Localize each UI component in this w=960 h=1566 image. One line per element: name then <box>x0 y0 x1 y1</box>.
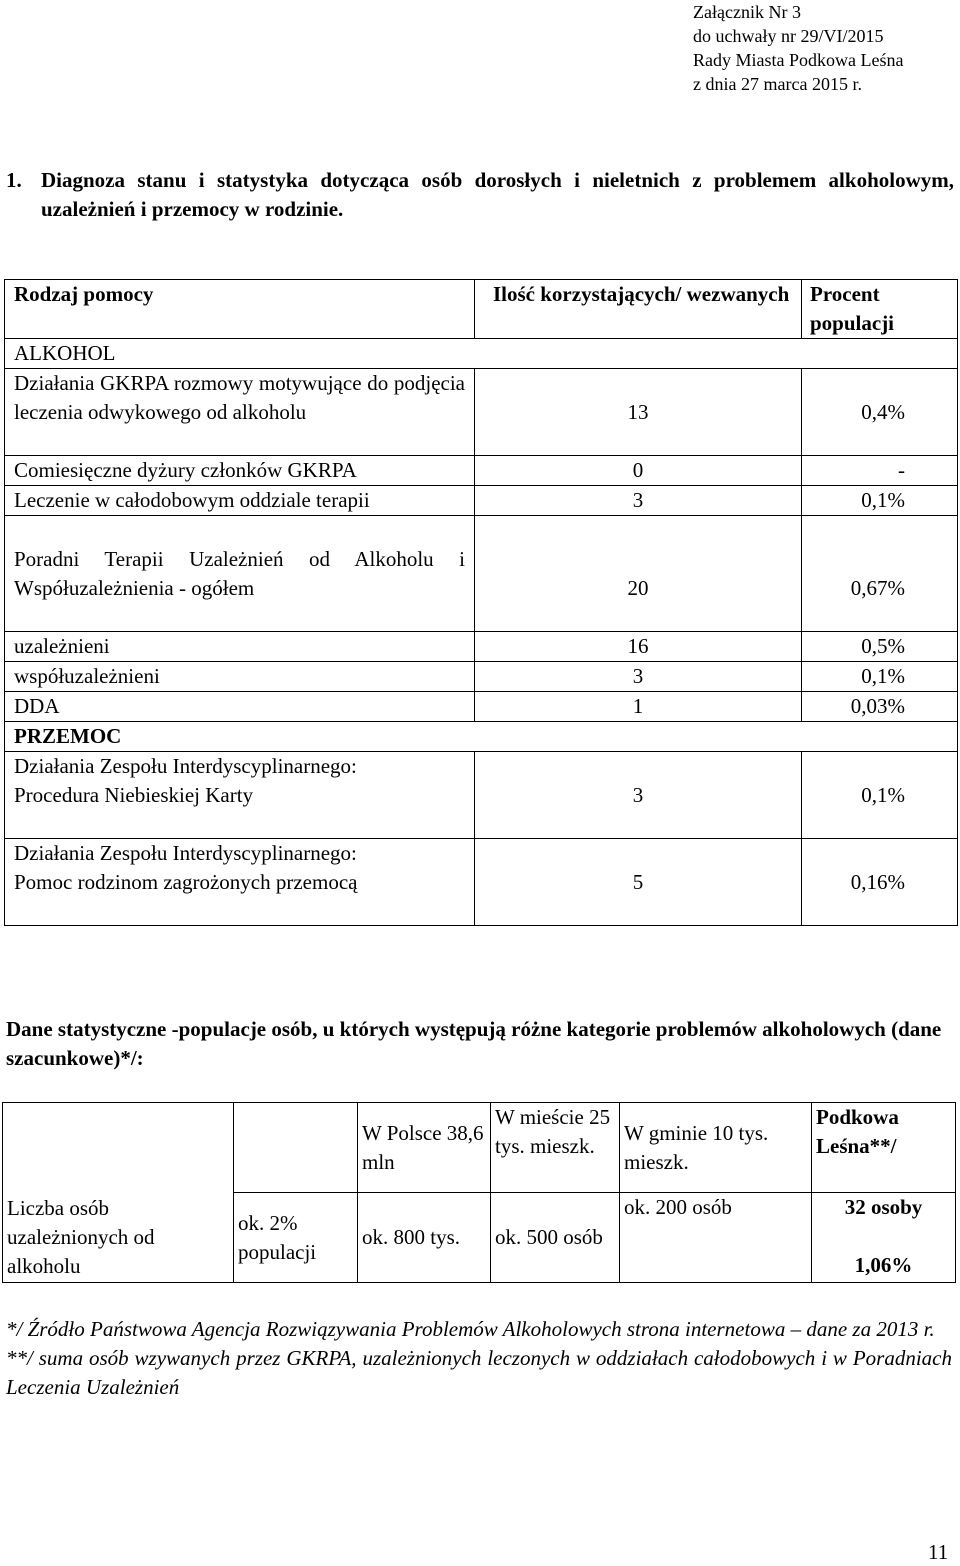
help-statistics-table <box>4 279 958 926</box>
row-percent: 0,03% <box>802 692 958 722</box>
table-row <box>5 839 958 926</box>
table-row <box>5 339 958 369</box>
row-label: Liczba osób uzależnionych od alkoholu <box>3 1193 234 1283</box>
table-row <box>5 662 958 692</box>
row-label <box>5 752 475 839</box>
section-label-alcohol: ALKOHOL <box>5 339 475 369</box>
row-count: 3 <box>475 486 802 516</box>
row-count: 5 <box>475 839 802 926</box>
row-percent: 0,1% <box>802 486 958 516</box>
header-podkowa: Podkowa Leśna**/ <box>812 1103 956 1193</box>
table-row <box>5 369 958 456</box>
footnote-sum: **/ suma osób wzywanych przez GKRPA, uzależnionych leczonych w oddziałach całodobowych i w Poradniach Leczenia Uzależnień <box>6 1346 952 1399</box>
row-label: Działania GKRPA rozmowy motywujące do podjęcia leczenia odwykowego od alkoholu <box>5 369 475 456</box>
value-city: ok. 500 osób <box>491 1193 620 1283</box>
row-label: Poradni Terapii Uzależnień od Alkoholu i Współuzależnienia - ogółem <box>5 516 475 632</box>
row-percent: 0,1% <box>802 752 958 839</box>
row-count: 3 <box>475 752 802 839</box>
header-line: Rady Miasta Podkowa Leśna <box>693 50 904 70</box>
population-estimates-table <box>2 1102 956 1283</box>
row-percent: 0,67% <box>802 516 958 632</box>
table-row <box>5 632 958 662</box>
header-percent: Procent populacji <box>802 280 958 339</box>
row-label: Leczenie w całodobowym oddziale terapii <box>5 486 475 516</box>
footnote-source: */ Źródło Państwowa Agencja Rozwiązywania Problemów Alkoholowych strona internetowa – dane za 2013 r. <box>6 1317 935 1341</box>
table-row <box>5 692 958 722</box>
row-percent: 0,5% <box>802 632 958 662</box>
row-count: 16 <box>475 632 802 662</box>
row-count: 20 <box>475 516 802 632</box>
document-header <box>693 0 903 96</box>
value-poland: ok. 800 tys. <box>358 1193 491 1283</box>
table-row <box>5 516 958 632</box>
row-percent: 0,16% <box>802 839 958 926</box>
table-row <box>5 486 958 516</box>
header-poland: W Polsce 38,6 mln <box>358 1103 491 1193</box>
header-city: W mieście 25 tys. mieszk. <box>491 1103 620 1193</box>
row-label <box>5 839 475 926</box>
header-line: do uchwały nr 29/VI/2015 <box>693 26 884 46</box>
row-percent: 0,1% <box>802 662 958 692</box>
header-line: z dnia 27 marca 2015 r. <box>693 74 862 94</box>
table-row <box>5 722 958 752</box>
stats-heading: Dane statystyczne -populacje osób, u których występują różne kategorie problemów alkoholowych (dane szacunkowe)*/: <box>6 1017 942 1070</box>
header-count: Ilość korzystających/ wezwanych <box>475 280 802 339</box>
value-podkowa <box>812 1193 956 1283</box>
section-heading <box>6 166 954 224</box>
footnotes <box>6 1315 952 1402</box>
population-share: ok. 2% populacji <box>234 1193 358 1283</box>
page-number: 11 <box>928 1540 949 1564</box>
header-type: Rodzaj pomocy <box>5 280 475 339</box>
row-percent: - <box>802 456 958 486</box>
row-label-line: Działania Zespołu Interdyscyplinarnego: <box>14 754 357 778</box>
value-gmina: ok. 200 osób <box>620 1193 812 1283</box>
row-count: 3 <box>475 662 802 692</box>
row-label-line: Pomoc rodzinom zagrożonych przemocą <box>14 870 358 894</box>
row-count: 1 <box>475 692 802 722</box>
section-label-violence: PRZEMOC <box>5 722 475 752</box>
section-number: 1. <box>6 168 22 192</box>
row-label: DDA <box>5 692 475 722</box>
row-label: współuzależnieni <box>5 662 475 692</box>
podkowa-count: 32 osoby <box>844 1195 923 1219</box>
header-gmina: W gminie 10 tys. mieszk. <box>620 1103 812 1193</box>
row-percent: 0,4% <box>802 369 958 456</box>
podkowa-percent: 1,06% <box>854 1253 913 1277</box>
row-label-line: Procedura Niebieskiej Karty <box>14 783 254 807</box>
row-label: uzależnieni <box>5 632 475 662</box>
row-count: 13 <box>475 369 802 456</box>
table-row <box>5 456 958 486</box>
row-label-line: Działania Zespołu Interdyscyplinarnego: <box>14 841 357 865</box>
row-count: 0 <box>475 456 802 486</box>
section-title: Diagnoza stanu i statystyka dotycząca osób dorosłych i nieletnich z problemem alkoholowym, uzależnień i przemocy w rodzinie. <box>41 168 954 221</box>
table-row <box>5 752 958 839</box>
header-line: Załącznik Nr 3 <box>693 2 801 22</box>
row-label: Comiesięczne dyżury członków GKRPA <box>5 456 475 486</box>
table-header-row <box>3 1103 956 1193</box>
table-row <box>3 1193 956 1283</box>
table-header-row <box>5 280 958 339</box>
